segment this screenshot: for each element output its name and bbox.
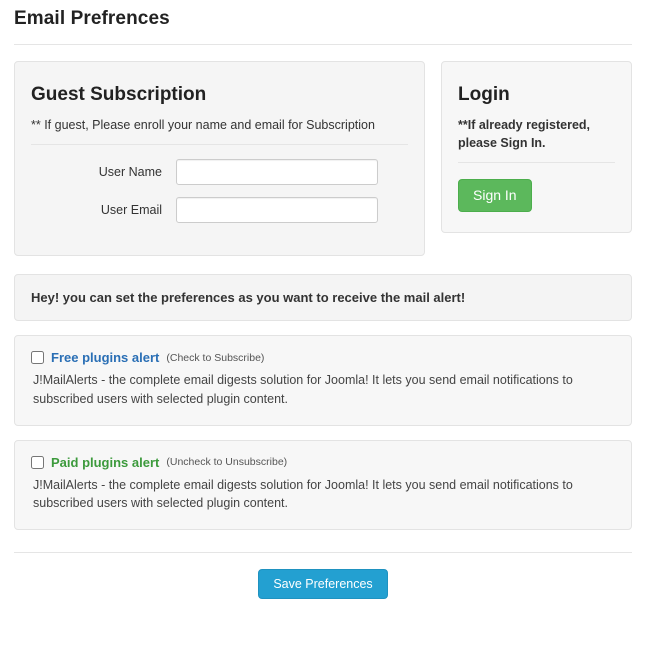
user-email-label: User Email bbox=[100, 203, 162, 218]
free-plugins-alert-description: J!MailAlerts - the complete email digests solution for Joomla! It lets you send email notifications to subscribed users with selected plugin content. bbox=[33, 373, 573, 406]
free-plugins-alert-hint: (Check to Subscribe) bbox=[166, 351, 265, 364]
preference-header-free bbox=[31, 350, 615, 365]
sign-in-button[interactable]: Sign In bbox=[458, 179, 532, 212]
guest-panel-divider bbox=[31, 144, 408, 145]
login-panel-divider bbox=[458, 162, 615, 163]
paid-plugins-alert-checkbox[interactable] bbox=[31, 456, 44, 469]
paid-plugins-alert-title: Paid plugins alert bbox=[51, 454, 160, 470]
guest-subscription-panel bbox=[14, 61, 425, 256]
preferences-info-banner: Hey! you can set the preferences as you want to receive the mail alert! bbox=[14, 274, 632, 321]
paid-plugins-alert-hint: (Uncheck to Unsubscribe) bbox=[166, 456, 288, 469]
free-plugins-alert-title: Free plugins alert bbox=[51, 350, 160, 366]
user-email-row bbox=[31, 197, 408, 223]
page-title: Email Prefrences bbox=[14, 8, 170, 29]
paid-plugins-alert-description: J!MailAlerts - the complete email digests solution for Joomla! It lets you send email notifications to subscribed users with selected plugin content. bbox=[33, 477, 573, 511]
user-name-input[interactable] bbox=[176, 159, 378, 185]
user-name-label: User Name bbox=[98, 165, 162, 180]
title-divider bbox=[14, 44, 632, 45]
footer-actions bbox=[14, 552, 632, 599]
save-preferences-button[interactable]: Save Preferences bbox=[258, 569, 387, 599]
top-panels-row bbox=[14, 61, 632, 256]
user-name-row bbox=[31, 159, 408, 185]
user-email-input[interactable] bbox=[176, 197, 378, 223]
preference-header-paid bbox=[31, 455, 615, 470]
preference-block-paid bbox=[14, 440, 632, 531]
login-note: **If already registered, please Sign In. bbox=[458, 118, 591, 151]
guest-subscription-note: ** If guest, Please enroll your name and email for Subscription bbox=[31, 118, 375, 132]
preference-block-free bbox=[14, 335, 632, 426]
free-plugins-alert-checkbox[interactable] bbox=[31, 351, 44, 364]
login-heading: Login bbox=[458, 84, 510, 105]
login-panel bbox=[441, 61, 632, 233]
guest-subscription-heading: Guest Subscription bbox=[31, 84, 207, 105]
